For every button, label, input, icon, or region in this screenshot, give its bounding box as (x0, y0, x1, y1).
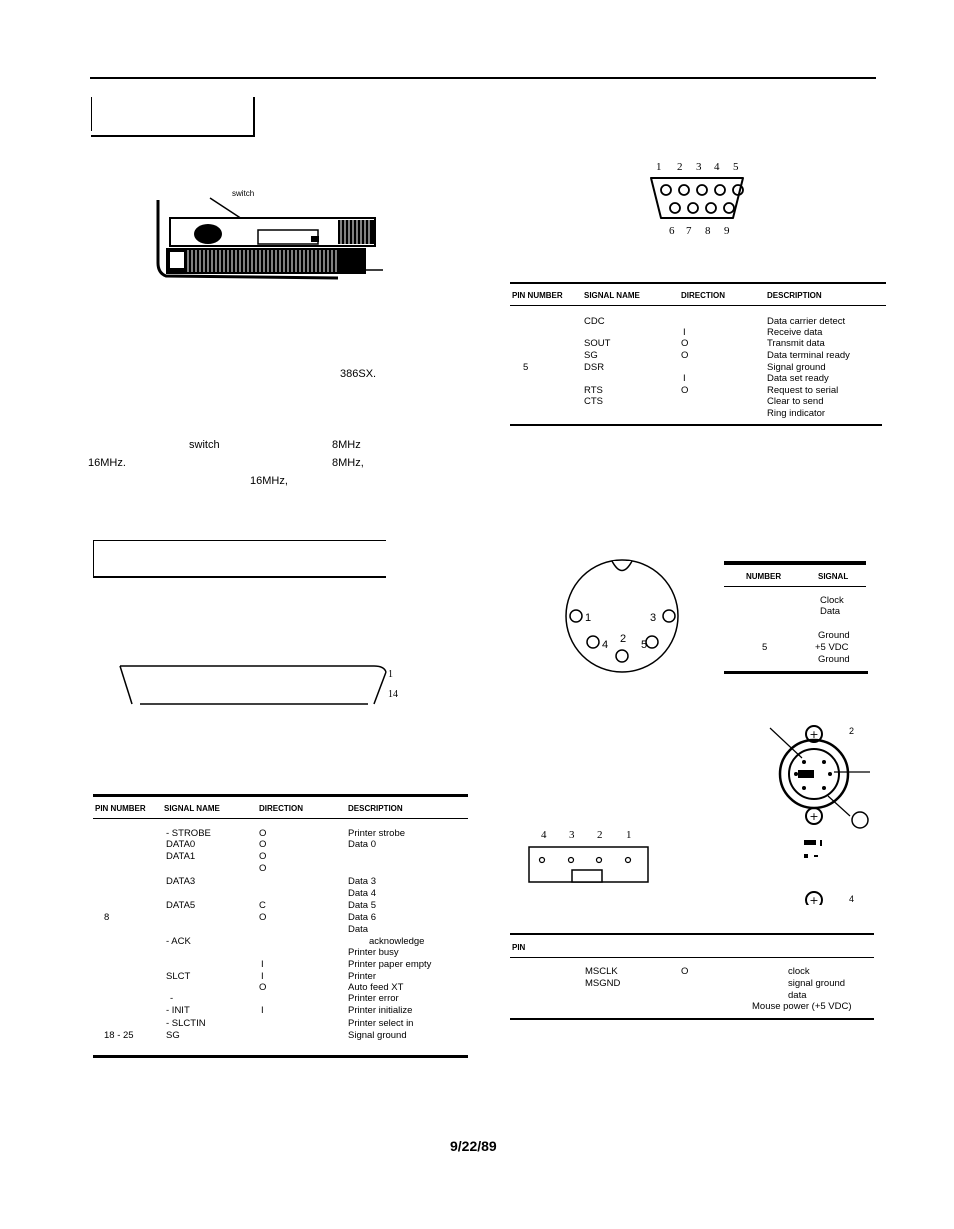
mouse-label-4: 4 (849, 894, 855, 904)
parallel-description: Printer paper empty (348, 959, 432, 970)
keyboard-signal: Clock (820, 595, 844, 606)
mouse-description: data (788, 990, 807, 1001)
mouse-table-top-rule (510, 933, 874, 935)
keyboard-header-rule (724, 586, 866, 587)
mouse-description: signal ground (788, 978, 846, 989)
top-rule (90, 77, 876, 79)
text-386sx: 386SX. (340, 368, 377, 380)
parallel-description: Signal ground (348, 1030, 407, 1041)
serial-pin-6: 6 (669, 225, 675, 237)
mouse-description: clock (788, 966, 810, 977)
parallel-pin-number: 18 - 25 (104, 1030, 134, 1041)
serial-header-description: DESCRIPTION (767, 291, 822, 300)
serial-description: Signal ground (767, 362, 826, 373)
keyboard-table-bottom-rule (724, 671, 868, 674)
header-pin-1: 1 (626, 829, 632, 841)
parallel-description: Printer error (348, 993, 399, 1004)
parallel-direction: O (259, 982, 267, 993)
parallel-description: Printer select in (348, 1018, 414, 1029)
mouse-direction: O (681, 966, 689, 977)
parallel-direction: O (259, 828, 267, 839)
parallel-connector-outline (112, 658, 392, 710)
parallel-direction: O (259, 839, 267, 850)
parallel-header-rule (93, 818, 468, 819)
serial-pin-7: 7 (686, 225, 692, 237)
din-pin-5: 5 (641, 639, 648, 651)
parallel-table-bottom-rule (93, 1055, 468, 1058)
keyboard-pin-number: 5 (762, 642, 768, 653)
parallel-description: Data 3 (348, 876, 376, 887)
four-pin-header (528, 846, 650, 886)
parallel-description: Data (348, 924, 369, 935)
mouse-label-2: 2 (849, 726, 855, 736)
parallel-signal: - STROBE (166, 828, 211, 839)
svg-text:+: + (809, 810, 819, 823)
din-pin-1: 1 (585, 612, 592, 624)
section-heading-box (91, 97, 255, 137)
serial-pin-9: 9 (724, 225, 730, 237)
parallel-direction: I (261, 971, 264, 982)
footer-date: 9/22/89 (450, 1138, 497, 1154)
section-heading-box-2 (93, 540, 386, 577)
parallel-signal: SG (166, 1030, 180, 1041)
parallel-direction: O (259, 912, 267, 923)
parallel-description: Printer busy (348, 947, 399, 958)
mouse-header-rule (510, 957, 874, 958)
mouse-header-pin: PIN (512, 943, 526, 952)
serial-pin-2: 2 (677, 161, 683, 173)
text-8mhz-a: 8MHz (332, 439, 361, 451)
parallel-pin-1: 1 (388, 669, 393, 680)
keyboard-signal: Ground (818, 654, 850, 665)
parallel-signal: DATA0 (166, 839, 196, 850)
serial-pin-8: 8 (705, 225, 711, 237)
parallel-direction: I (261, 1005, 264, 1016)
parallel-signal: DATA3 (166, 876, 196, 887)
serial-description: Data carrier detect (767, 316, 846, 327)
parallel-description: Auto feed XT (348, 982, 404, 993)
serial-header-direction: DIRECTION (681, 291, 725, 300)
mouse-table-bottom-rule (510, 1018, 874, 1020)
serial-direction: O (681, 385, 689, 396)
parallel-description: Data 5 (348, 900, 376, 911)
parallel-signal: - (170, 993, 174, 1004)
serial-description: Receive data (767, 327, 823, 338)
keyboard-table-top-rule (724, 561, 866, 565)
serial-signal: SOUT (584, 338, 611, 349)
parallel-header-direction: DIRECTION (259, 804, 303, 813)
header-pin-3: 3 (569, 829, 575, 841)
parallel-table-top-rule (93, 794, 468, 797)
serial-pin-5: 5 (733, 161, 739, 173)
din-pin-2: 2 (620, 633, 627, 645)
serial-direction: O (681, 350, 689, 361)
keyboard-header-signal: SIGNAL (818, 572, 849, 581)
keyboard-header-number: NUMBER (746, 572, 782, 581)
serial-description: Data terminal ready (767, 350, 850, 361)
text-8mhz-b: 8MHz, (332, 457, 364, 469)
switch-label: switch (232, 189, 255, 198)
text-switch: switch (189, 439, 220, 451)
serial-signal: RTS (584, 385, 603, 396)
serial-pin-3: 3 (696, 161, 702, 173)
serial-table-bottom-rule (510, 424, 882, 426)
serial-description: Data set ready (767, 373, 829, 384)
serial-description: Transmit data (767, 338, 825, 349)
din-pin-4: 4 (602, 639, 609, 651)
parallel-signal: DATA5 (166, 900, 196, 911)
parallel-pin-14: 14 (388, 689, 398, 700)
serial-direction: O (681, 338, 689, 349)
mouse-minidin-connector (760, 720, 880, 905)
serial-signal: CTS (584, 396, 603, 407)
parallel-description: acknowledge (369, 936, 425, 947)
keyboard-signal: Ground (818, 630, 850, 641)
serial-direction: I (683, 327, 686, 338)
mouse-signal: MSCLK (585, 966, 618, 977)
parallel-direction: O (259, 863, 267, 874)
svg-text:+: + (809, 894, 819, 905)
serial-pin-1: 1 (656, 161, 662, 173)
keyboard-signal: Data (820, 606, 841, 617)
serial-header-rule (510, 305, 886, 306)
speed-switch-figure (148, 188, 383, 288)
parallel-direction: O (259, 851, 267, 862)
parallel-signal: - ACK (166, 936, 191, 947)
keyboard-din-connector (560, 556, 685, 676)
svg-text:+: + (809, 728, 819, 741)
parallel-description: Data 6 (348, 912, 376, 923)
serial-header-signal: SIGNAL NAME (584, 291, 640, 300)
parallel-direction: I (261, 959, 264, 970)
parallel-direction: C (259, 900, 266, 911)
parallel-pin-number: 8 (104, 912, 110, 923)
parallel-description: Printer (348, 971, 376, 982)
mouse-signal: MSGND (585, 978, 621, 989)
header-pin-2: 2 (597, 829, 603, 841)
din-pin-3: 3 (650, 612, 657, 624)
serial-pin-number: 5 (523, 362, 529, 373)
parallel-description: Printer initialize (348, 1005, 413, 1016)
serial-direction: I (683, 373, 686, 384)
heading-box-2-bottom (93, 576, 386, 578)
serial-signal: DSR (584, 362, 605, 373)
parallel-signal: - SLCTIN (166, 1018, 206, 1029)
serial-db9-connector (645, 172, 750, 224)
parallel-signal: DATA1 (166, 851, 196, 862)
parallel-signal: - INIT (166, 1005, 190, 1016)
serial-description: Ring indicator (767, 408, 826, 419)
text-16mhz-a: 16MHz. (88, 457, 126, 469)
text-16mhz-b: 16MHz, (250, 475, 288, 487)
parallel-header-pin: PIN NUMBER (95, 804, 146, 813)
parallel-header-description: DESCRIPTION (348, 804, 403, 813)
serial-pin-4: 4 (714, 161, 720, 173)
parallel-signal: SLCT (166, 971, 191, 982)
serial-signal: CDC (584, 316, 605, 327)
serial-header-pin: PIN NUMBER (512, 291, 563, 300)
keyboard-signal: +5 VDC (815, 642, 849, 653)
header-pin-4: 4 (541, 829, 547, 841)
serial-description: Clear to send (767, 396, 824, 407)
parallel-description: Data 0 (348, 839, 376, 850)
parallel-description: Data 4 (348, 888, 376, 899)
parallel-header-signal: SIGNAL NAME (164, 804, 220, 813)
mouse-description: Mouse power (+5 VDC) (752, 1001, 852, 1012)
serial-description: Request to serial (767, 385, 839, 396)
serial-table-top-rule (510, 282, 886, 284)
parallel-description: Printer strobe (348, 828, 406, 839)
serial-signal: SG (584, 350, 598, 361)
